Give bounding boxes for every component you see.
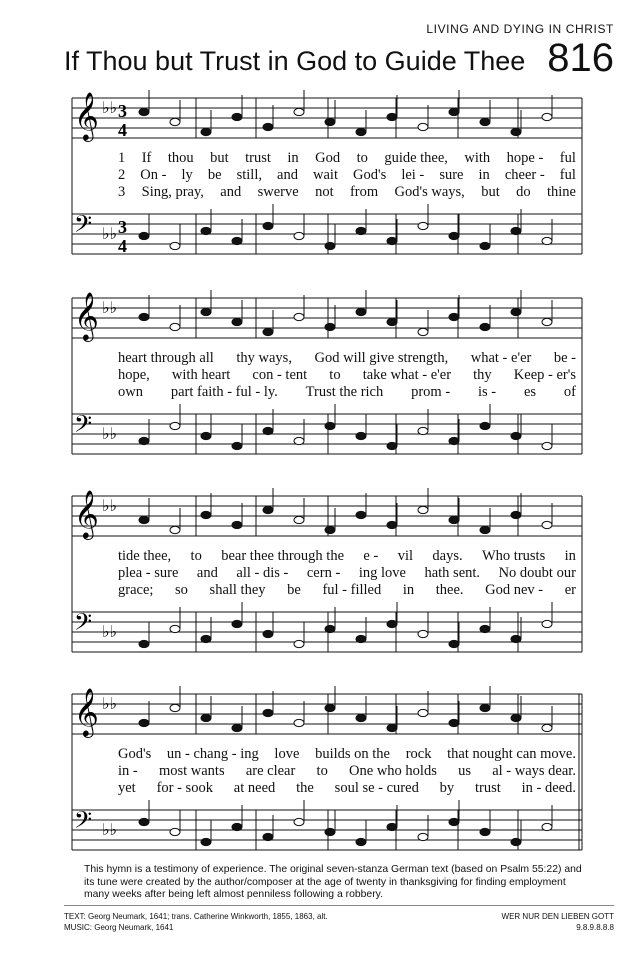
note-head bbox=[325, 704, 335, 711]
lyric-syllable: love bbox=[274, 746, 300, 762]
lyric-syllable: and bbox=[277, 167, 298, 183]
lyric-syllable: in bbox=[402, 582, 415, 598]
lyric-syllable: 2 bbox=[118, 167, 126, 183]
lyric-syllable: soul se - cured bbox=[334, 780, 419, 796]
lyric-syllable: One who holds bbox=[349, 763, 437, 779]
lyric-syllable: er bbox=[564, 582, 576, 598]
lyric-syllable: shall they bbox=[209, 582, 266, 598]
note-head bbox=[139, 313, 149, 320]
note-head bbox=[139, 232, 149, 239]
lyric-syllable: with heart bbox=[171, 367, 231, 383]
lyric-syllable: thy ways, bbox=[236, 350, 292, 366]
lyric-syllable: Trust the rich bbox=[305, 384, 384, 400]
note-head bbox=[542, 724, 552, 731]
key-signature-icon: ♭♭ bbox=[102, 100, 118, 117]
note-head bbox=[387, 620, 397, 627]
note-head bbox=[294, 437, 304, 444]
note-head bbox=[542, 823, 552, 830]
note-head bbox=[170, 118, 180, 125]
note-head bbox=[542, 113, 552, 120]
lyric-syllable: to bbox=[190, 548, 202, 564]
note-head bbox=[480, 625, 490, 632]
lyric-syllable: to bbox=[316, 763, 328, 779]
credits bbox=[64, 911, 328, 933]
note-head bbox=[294, 108, 304, 115]
lyric-line bbox=[118, 746, 576, 764]
music-system bbox=[66, 684, 586, 874]
note-head bbox=[511, 635, 521, 642]
lyric-syllable: thou bbox=[167, 150, 194, 166]
meter: 9.8.9.8.8.8 bbox=[576, 923, 614, 932]
lyric-syllable: bear thee through the bbox=[221, 548, 345, 564]
note-head bbox=[325, 625, 335, 632]
note-head bbox=[387, 113, 397, 120]
text-credit: TEXT: Georg Neumark, 1641; trans. Catherine Winkworth, 1855, 1863, alt. bbox=[64, 912, 328, 921]
lyric-syllable: Sing, pray, bbox=[141, 184, 204, 200]
note-head bbox=[139, 437, 149, 444]
note-head bbox=[449, 516, 459, 523]
lyric-syllable: cern - bbox=[306, 565, 341, 581]
note-head bbox=[511, 308, 521, 315]
lyric-line bbox=[118, 167, 576, 185]
note-head bbox=[449, 719, 459, 726]
note-head bbox=[511, 128, 521, 135]
note-head bbox=[139, 108, 149, 115]
note-head bbox=[325, 323, 335, 330]
treble-clef-icon: 𝄞 bbox=[74, 687, 99, 736]
bass-clef-icon: 𝄢 bbox=[74, 806, 93, 839]
note-head bbox=[418, 328, 428, 335]
lyric-syllable: grace; bbox=[118, 582, 154, 598]
note-head bbox=[356, 511, 366, 518]
note-head bbox=[387, 724, 397, 731]
lyric-line bbox=[118, 150, 576, 168]
note-head bbox=[325, 242, 335, 249]
lyric-syllable: part faith - ful - ly. bbox=[170, 384, 278, 400]
lyric-syllable: es bbox=[523, 384, 537, 400]
note-head bbox=[480, 242, 490, 249]
lyric-syllable: not bbox=[315, 184, 334, 200]
note-head bbox=[418, 427, 428, 434]
note-head bbox=[232, 442, 242, 449]
note-head bbox=[418, 506, 428, 513]
bass-clef-icon: 𝄢 bbox=[74, 210, 93, 243]
lyric-syllable: to bbox=[329, 367, 341, 383]
lyric-syllable: be bbox=[287, 582, 301, 598]
note-head bbox=[263, 630, 273, 637]
section-label: LIVING AND DYING IN CHRIST bbox=[426, 22, 614, 36]
lyric-syllable: ing love bbox=[358, 565, 406, 581]
note-head bbox=[542, 318, 552, 325]
lyric-syllable: prom - bbox=[411, 384, 451, 400]
note-head bbox=[139, 719, 149, 726]
lyric-syllable: builds on the bbox=[315, 746, 390, 762]
lyric-syllable: swerve bbox=[257, 184, 299, 200]
note-head bbox=[356, 308, 366, 315]
note-head bbox=[387, 442, 397, 449]
note-head bbox=[511, 714, 521, 721]
note-head bbox=[263, 328, 273, 335]
lyric-line bbox=[118, 367, 576, 385]
lyric-syllable: thine bbox=[546, 184, 576, 200]
lyric-syllable: 3 bbox=[118, 184, 126, 200]
lyric-syllable: lei - bbox=[401, 167, 425, 183]
treble-clef-icon: 𝄞 bbox=[74, 489, 99, 538]
note-head bbox=[418, 833, 428, 840]
lyric-syllable: by bbox=[439, 780, 455, 796]
note-head bbox=[418, 630, 428, 637]
note-head bbox=[294, 719, 304, 726]
note-head bbox=[542, 620, 552, 627]
lyric-syllable: and bbox=[196, 565, 218, 581]
lyric-syllable: do bbox=[516, 184, 531, 200]
lyric-syllable: thee. bbox=[435, 582, 464, 598]
note-head bbox=[232, 237, 242, 244]
note-head bbox=[263, 833, 273, 840]
lyric-syllable: from bbox=[349, 184, 379, 200]
lyric-syllable: God's ways, bbox=[394, 184, 465, 200]
lyric-line bbox=[118, 384, 576, 402]
lyric-syllable: God bbox=[315, 150, 341, 166]
historical-note: This hymn is a testimony of experience. The original seven-stanza German text (based on Psalm 55:22) and its tune were created by the author/composer at the age of twenty in thanksgiving for finding employment many weeks after being left almost penniless following a robbery. bbox=[84, 864, 582, 900]
note-head bbox=[480, 118, 490, 125]
lyric-syllable: that nought can move. bbox=[447, 746, 576, 762]
note-head bbox=[232, 113, 242, 120]
lyric-line bbox=[118, 565, 576, 583]
lyric-syllable: most wants bbox=[158, 763, 225, 779]
note-head bbox=[263, 222, 273, 229]
note-head bbox=[418, 222, 428, 229]
lyric-syllable: all - dis - bbox=[236, 565, 289, 581]
time-signature: 4 bbox=[118, 236, 127, 256]
lyric-line bbox=[118, 780, 576, 798]
lyric-syllable: so bbox=[175, 582, 188, 598]
footer-rule bbox=[64, 905, 614, 906]
note-head bbox=[232, 318, 242, 325]
note-head bbox=[449, 437, 459, 444]
music-system bbox=[66, 486, 586, 676]
lyric-syllable: yet bbox=[118, 780, 136, 796]
note-head bbox=[511, 432, 521, 439]
note-head bbox=[294, 818, 304, 825]
key-signature-icon: ♭♭ bbox=[102, 696, 118, 713]
bass-clef-icon: 𝄢 bbox=[74, 410, 93, 443]
lyric-syllable: own bbox=[118, 384, 143, 400]
note-head bbox=[542, 521, 552, 528]
music-system bbox=[66, 88, 586, 278]
note-head bbox=[356, 714, 366, 721]
key-signature-icon: ♭♭ bbox=[102, 498, 118, 515]
note-head bbox=[325, 422, 335, 429]
note-head bbox=[139, 516, 149, 523]
lyric-syllable: Keep - er's bbox=[513, 367, 576, 383]
note-head bbox=[418, 123, 428, 130]
lyric-syllable: ly bbox=[181, 167, 193, 183]
note-head bbox=[263, 123, 273, 130]
lyric-line bbox=[118, 350, 576, 368]
note-head bbox=[542, 442, 552, 449]
note-head bbox=[170, 625, 180, 632]
note-head bbox=[201, 128, 211, 135]
note-head bbox=[232, 620, 242, 627]
note-head bbox=[139, 818, 149, 825]
lyric-syllable: e - bbox=[363, 548, 379, 564]
note-head bbox=[201, 838, 211, 845]
note-head bbox=[387, 318, 397, 325]
lyric-syllable: to bbox=[356, 150, 368, 166]
note-head bbox=[294, 516, 304, 523]
lyric-syllable: but bbox=[481, 184, 500, 200]
note-head bbox=[480, 422, 490, 429]
lyric-syllable: in - bbox=[118, 763, 138, 779]
music-credit: MUSIC: Georg Neumark, 1641 bbox=[64, 923, 174, 932]
lyric-syllable: 1 bbox=[118, 150, 126, 166]
note-head bbox=[201, 511, 211, 518]
bass-clef-icon: 𝄢 bbox=[74, 608, 93, 641]
note-head bbox=[294, 640, 304, 647]
lyric-syllable: God's bbox=[353, 167, 387, 183]
lyric-syllable: rock bbox=[405, 746, 432, 762]
note-head bbox=[511, 227, 521, 234]
note-head bbox=[356, 838, 366, 845]
lyric-syllable: us bbox=[458, 763, 471, 779]
lyric-line bbox=[118, 763, 576, 781]
lyric-syllable: plea - sure bbox=[118, 565, 179, 581]
lyric-syllable: God nev - bbox=[485, 582, 544, 598]
lyric-syllable: God will give strength, bbox=[314, 350, 449, 366]
lyric-syllable: wait bbox=[313, 167, 338, 183]
note-head bbox=[294, 313, 304, 320]
lyric-syllable: be bbox=[207, 167, 222, 183]
note-head bbox=[170, 828, 180, 835]
lyric-syllable: On - bbox=[140, 167, 167, 183]
note-head bbox=[356, 227, 366, 234]
note-head bbox=[170, 323, 180, 330]
lyric-syllable: hope, bbox=[118, 367, 150, 383]
lyric-syllable: are clear bbox=[245, 763, 296, 779]
treble-clef-icon: 𝄞 bbox=[74, 291, 99, 340]
time-signature: 3 bbox=[118, 101, 127, 121]
lyric-syllable: ful bbox=[559, 167, 576, 183]
note-head bbox=[325, 526, 335, 533]
lyric-syllable: the bbox=[296, 780, 314, 796]
lyric-syllable: If bbox=[141, 150, 152, 166]
lyric-line bbox=[118, 582, 576, 600]
note-head bbox=[542, 237, 552, 244]
lyric-syllable: at need bbox=[233, 780, 276, 796]
lyric-syllable: un - chang - ing bbox=[166, 746, 259, 762]
time-signature: 4 bbox=[118, 120, 127, 140]
note-head bbox=[232, 724, 242, 731]
lyric-syllable: trust bbox=[245, 150, 271, 166]
note-head bbox=[511, 838, 521, 845]
lyric-syllable: cheer - bbox=[504, 167, 545, 183]
note-head bbox=[387, 823, 397, 830]
lyric-syllable: be - bbox=[553, 350, 576, 366]
note-head bbox=[480, 704, 490, 711]
note-head bbox=[449, 108, 459, 115]
note-head bbox=[325, 118, 335, 125]
note-head bbox=[387, 237, 397, 244]
hymn-title: If Thou but Trust in God to Guide Thee bbox=[64, 46, 526, 76]
note-head bbox=[387, 521, 397, 528]
lyric-syllable: of bbox=[563, 384, 576, 400]
lyric-syllable: heart through all bbox=[118, 350, 214, 366]
note-head bbox=[480, 828, 490, 835]
note-head bbox=[201, 227, 211, 234]
lyric-syllable: still, bbox=[236, 167, 262, 183]
note-head bbox=[480, 323, 490, 330]
lyric-syllable: guide thee, bbox=[384, 150, 448, 166]
note-head bbox=[263, 709, 273, 716]
lyric-syllable: God's bbox=[118, 746, 152, 762]
lyric-line bbox=[118, 548, 576, 566]
time-signature: 3 bbox=[118, 217, 127, 237]
note-head bbox=[201, 308, 211, 315]
note-head bbox=[449, 313, 459, 320]
lyric-syllable: what - e'er bbox=[470, 350, 532, 366]
lyric-syllable: take what - e'er bbox=[362, 367, 452, 383]
note-head bbox=[170, 242, 180, 249]
music-system bbox=[66, 288, 586, 478]
lyric-syllable: vil bbox=[397, 548, 413, 564]
note-head bbox=[201, 714, 211, 721]
tune-name: WER NUR DEN LIEBEN GOTT bbox=[501, 912, 614, 921]
note-head bbox=[449, 818, 459, 825]
lyric-syllable: ful bbox=[559, 150, 576, 166]
tune-info bbox=[502, 911, 614, 933]
lyric-syllable: Who trusts bbox=[482, 548, 546, 564]
lyric-syllable: ful - filled bbox=[322, 582, 382, 598]
note-head bbox=[201, 635, 211, 642]
note-head bbox=[511, 511, 521, 518]
treble-clef-icon: 𝄞 bbox=[74, 91, 99, 140]
note-head bbox=[170, 526, 180, 533]
lyric-syllable: hope - bbox=[506, 150, 544, 166]
lyric-syllable: with bbox=[464, 150, 491, 166]
note-head bbox=[356, 128, 366, 135]
lyric-syllable: hath sent. bbox=[424, 565, 481, 581]
note-head bbox=[325, 828, 335, 835]
note-head bbox=[480, 526, 490, 533]
lyric-line bbox=[118, 184, 576, 202]
lyric-syllable: is - bbox=[478, 384, 497, 400]
lyric-syllable: in bbox=[478, 167, 490, 183]
lyric-syllable: but bbox=[210, 150, 229, 166]
lyric-syllable: con - tent bbox=[252, 367, 308, 383]
key-signature-icon: ♭♭ bbox=[102, 226, 118, 243]
note-head bbox=[356, 432, 366, 439]
note-head bbox=[263, 427, 273, 434]
lyric-syllable: trust bbox=[475, 780, 501, 796]
lyric-syllable: for - sook bbox=[156, 780, 213, 796]
lyric-syllable: in - deed. bbox=[521, 780, 576, 796]
lyric-syllable: and bbox=[220, 184, 242, 200]
note-head bbox=[294, 232, 304, 239]
key-signature-icon: ♭♭ bbox=[102, 300, 118, 317]
note-head bbox=[263, 506, 273, 513]
note-head bbox=[170, 704, 180, 711]
note-head bbox=[232, 823, 242, 830]
lyric-syllable: sure bbox=[439, 167, 464, 183]
note-head bbox=[418, 709, 428, 716]
note-head bbox=[449, 232, 459, 239]
note-head bbox=[449, 640, 459, 647]
lyric-syllable: tide thee, bbox=[118, 548, 172, 564]
lyric-syllable: al - ways dear. bbox=[492, 763, 576, 779]
lyric-syllable: in bbox=[564, 548, 576, 564]
key-signature-icon: ♭♭ bbox=[102, 426, 118, 443]
lyric-syllable: in bbox=[287, 150, 299, 166]
key-signature-icon: ♭♭ bbox=[102, 822, 118, 839]
note-head bbox=[170, 422, 180, 429]
lyric-syllable: days. bbox=[432, 548, 463, 564]
lyric-syllable: thy bbox=[473, 367, 492, 383]
note-head bbox=[356, 635, 366, 642]
key-signature-icon: ♭♭ bbox=[102, 624, 118, 641]
lyric-syllable: No doubt our bbox=[498, 565, 576, 581]
note-head bbox=[139, 640, 149, 647]
note-head bbox=[232, 521, 242, 528]
note-head bbox=[201, 432, 211, 439]
hymn-number: 816 bbox=[547, 36, 614, 80]
